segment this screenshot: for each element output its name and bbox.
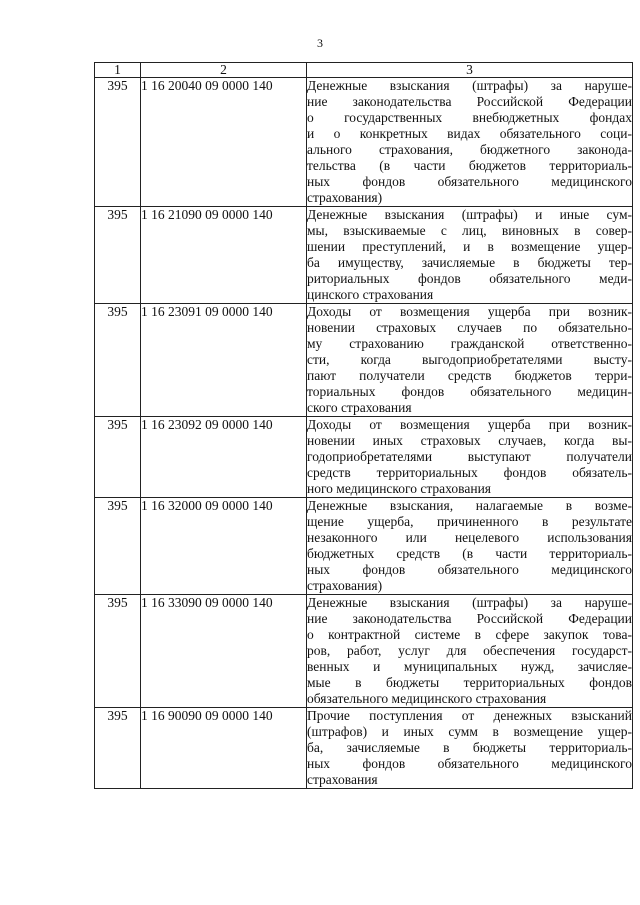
description-line: страхования) xyxy=(307,578,383,593)
description-line: страхования xyxy=(307,772,378,787)
description-line: мы, взыскиваемые с лиц, виновных в совер- xyxy=(307,223,632,238)
description-line: новении иных страховых случаев, когда вы- xyxy=(307,433,632,448)
description-line: тельства (в части бюджетов территориаль- xyxy=(307,158,632,173)
description-line: о государственных внебюджетных фондах xyxy=(307,110,632,125)
description-line: Доходы от возмещения ущерба при возник- xyxy=(307,304,632,319)
page-number: 3 xyxy=(317,36,323,50)
description-line: и о конкретных видах обязательного соци- xyxy=(307,126,632,141)
revenue-description-cell xyxy=(307,78,633,207)
description-line: сти, когда выгодоприобретателями высту- xyxy=(307,352,632,367)
description-line: средств территориальных фондов обязатель- xyxy=(307,465,632,480)
description-line: обязательного медицинского страхования xyxy=(307,691,547,706)
description-line: Денежные взыскания (штрафы) и иные сум- xyxy=(307,207,632,222)
table-row xyxy=(95,595,633,708)
table-row xyxy=(95,417,633,498)
description-line: незаконного или нецелевого использования xyxy=(307,530,632,545)
admin-code-cell: 395 xyxy=(95,498,141,595)
revenue-description-cell xyxy=(307,708,633,789)
description-line: Прочие поступления от денежных взысканий xyxy=(307,708,632,723)
description-line: мые в бюджеты территориальных фондов xyxy=(307,675,632,690)
budget-revenue-table xyxy=(94,62,633,789)
description-line: новении страховых случаев по обязательно- xyxy=(307,320,632,335)
description-line: страхования) xyxy=(307,190,383,205)
budget-classification-code-cell: 1 16 23091 09 0000 140 xyxy=(141,304,307,417)
budget-classification-code-cell: 1 16 32000 09 0000 140 xyxy=(141,498,307,595)
description-line: ториальных фондов обязательного медицин- xyxy=(307,384,632,399)
description-line: ба имуществу, зачисляемые в бюджеты тер- xyxy=(307,255,632,270)
description-line: цинского страхования xyxy=(307,287,434,302)
revenue-description-cell xyxy=(307,304,633,417)
revenue-description-cell xyxy=(307,207,633,304)
description-line: Денежные взыскания (штрафы) за наруше- xyxy=(307,78,632,93)
admin-code-cell: 395 xyxy=(95,417,141,498)
table-row xyxy=(95,78,633,207)
description-line: ных фондов обязательного медицинского xyxy=(307,562,632,577)
admin-code-cell: 395 xyxy=(95,304,141,417)
admin-code-cell: 395 xyxy=(95,595,141,708)
admin-code-cell: 395 xyxy=(95,78,141,207)
budget-classification-code-cell: 1 16 20040 09 0000 140 xyxy=(141,78,307,207)
description-line: о контрактной системе в сфере закупок това- xyxy=(307,627,632,642)
description-line: ного медицинского страхования xyxy=(307,481,491,496)
revenue-description-cell xyxy=(307,417,633,498)
table-row xyxy=(95,304,633,417)
description-line: венных и муниципальных нужд, зачисляе- xyxy=(307,659,632,674)
table-row xyxy=(95,498,633,595)
column-header-2: 2 xyxy=(141,63,307,78)
description-line: ского страхования xyxy=(307,400,412,415)
admin-code-cell: 395 xyxy=(95,708,141,789)
column-header-3: 3 xyxy=(307,63,633,78)
table-header-row xyxy=(95,63,633,78)
table-row xyxy=(95,708,633,789)
column-header-1: 1 xyxy=(95,63,141,78)
description-line: риториальных фондов обязательного меди- xyxy=(307,271,632,286)
description-line: (штрафов) и иных сумм в возмещение ущер- xyxy=(307,724,632,739)
description-line: ров, работ, услуг для обеспечения государст- xyxy=(307,643,632,658)
description-line: пают получатели средств бюджетов терри- xyxy=(307,368,632,383)
description-line: годоприобретателями выступают получатели xyxy=(307,449,632,464)
table-row xyxy=(95,207,633,304)
revenue-description-cell xyxy=(307,595,633,708)
description-line: Денежные взыскания (штрафы) за наруше- xyxy=(307,595,632,610)
description-line: ние законодательства Российской Федерации xyxy=(307,611,632,626)
budget-classification-code-cell: 1 16 90090 09 0000 140 xyxy=(141,708,307,789)
description-line: ных фондов обязательного медицинского xyxy=(307,174,632,189)
admin-code-cell: 395 xyxy=(95,207,141,304)
description-line: ального страхования, бюджетного законода- xyxy=(307,142,632,157)
description-line: ба, зачисляемые в бюджеты территориаль- xyxy=(307,740,632,755)
description-line: ных фондов обязательного медицинского xyxy=(307,756,632,771)
description-line: шении преступлений, и в возмещение ущер- xyxy=(307,239,632,254)
description-line: Доходы от возмещения ущерба при возник- xyxy=(307,417,632,432)
description-line: Денежные взыскания, налагаемые в возме- xyxy=(307,498,632,513)
budget-classification-code-cell: 1 16 21090 09 0000 140 xyxy=(141,207,307,304)
description-line: ние законодательства Российской Федерации xyxy=(307,94,632,109)
budget-classification-code-cell: 1 16 23092 09 0000 140 xyxy=(141,417,307,498)
revenue-description-cell xyxy=(307,498,633,595)
description-line: щение ущерба, причиненного в результате xyxy=(307,514,632,529)
description-line: му страхованию гражданской ответственно- xyxy=(307,336,632,351)
budget-classification-code-cell: 1 16 33090 09 0000 140 xyxy=(141,595,307,708)
description-line: бюджетных средств (в части территориаль- xyxy=(307,546,632,561)
